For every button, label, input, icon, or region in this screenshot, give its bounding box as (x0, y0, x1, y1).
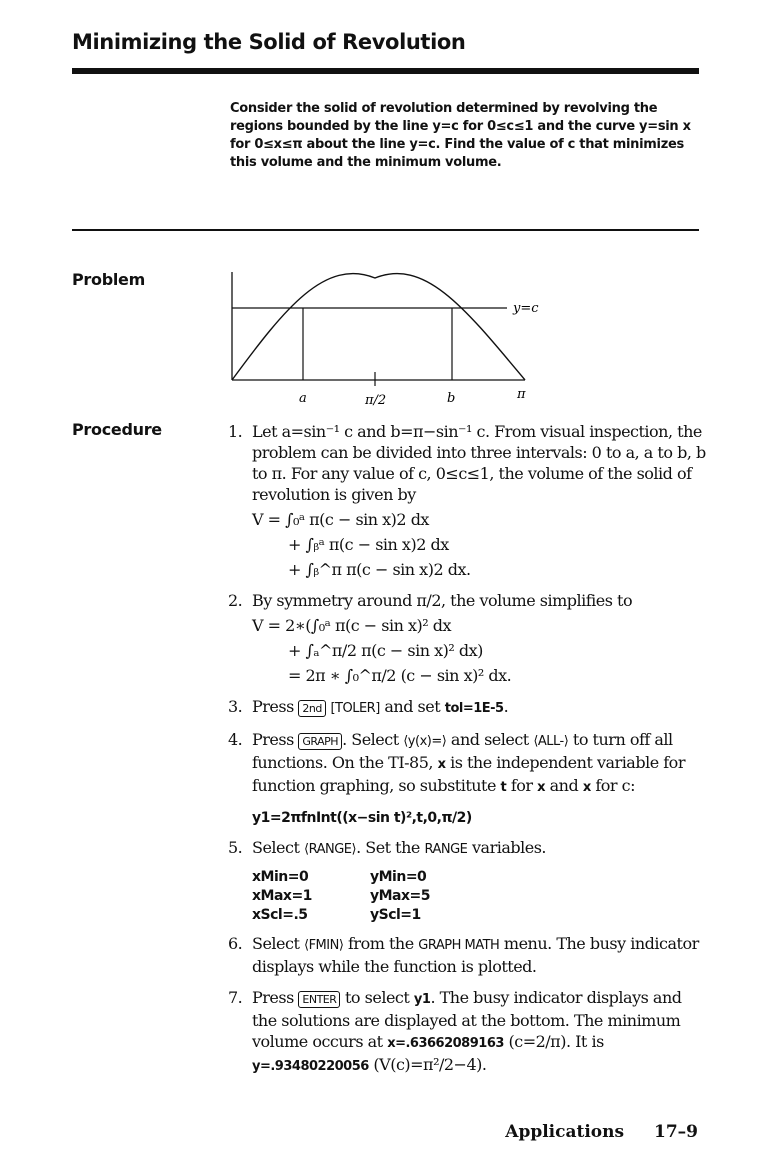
var-xscl: xScl=.5 (252, 907, 308, 923)
menu-yx: ⟨y(x)=⟩ (403, 734, 447, 749)
equation: = 2π ∗ ∫₀^π/2 (c − sin x)² dx. (288, 666, 512, 685)
label-y-equals-c: y=c (513, 301, 539, 316)
var-ymin: yMin=0 (370, 869, 427, 885)
step-2 (228, 590, 708, 686)
menu-range: ⟨RANGE⟩ (304, 842, 357, 857)
label-half-pi: π/2 (365, 393, 387, 408)
label-a: a (299, 391, 307, 406)
step-text: Let a=sin⁻¹ c and b=π−sin⁻¹ c. From visual inspection, the problem can be divided into three intervals: 0 to a, a to b, b to π. For any value of c, 0≤c≤1, the volume of the solid of revolution is given by (252, 422, 706, 504)
step-6: 6. Select ⟨FMIN⟩ from the GRAPH MATH menu. The busy indicator displays while the function is plotted. (228, 934, 699, 976)
menu-all: ⟨ALL-⟩ (533, 734, 569, 749)
key-enter: ENTER (298, 991, 340, 1008)
step-number: 5. (228, 838, 243, 857)
footer-page-number: 17–9 (654, 1122, 698, 1142)
menu-fmin: ⟨FMIN⟩ (304, 938, 344, 953)
section-rule (72, 229, 699, 231)
step-5: 5. Select ⟨RANGE⟩. Set the RANGE variables. xMin=0 yMin=0 xMax=1 yMax=5 xScl=.5 yScl=1 (228, 837, 708, 925)
label-pi: π (517, 387, 526, 402)
step-number: 4. (228, 730, 243, 749)
var-xmin: xMin=0 (252, 869, 309, 885)
intro-text: Consider the solid of revolution determined by revolving the regions bounded by the line y=c for 0≤c≤1 and the curve y=sin x for 0≤x≤π about the line y=c. Find the value of c that minimizes this volume and the minimum volume. (230, 101, 691, 170)
footer-section: Applications (505, 1122, 625, 1142)
step-number: 2. (228, 591, 243, 610)
step-number: 7. (228, 988, 243, 1007)
page-footer (481, 1122, 698, 1142)
problem-heading: Problem (72, 270, 145, 289)
step-text: Press (252, 697, 294, 716)
step-7: 7. Press ENTER to select y1. The busy indicator displays and the solutions are displayed at the bottom. The minimum volume occurs at x=.63662089163 (c=2/π). It is y=.93480220056 (V(c)=π²/2−4). (228, 988, 682, 1074)
equation: V = ∫₀ᵃ π(c − sin x)2 dx (252, 510, 429, 529)
step-number: 6. (228, 934, 243, 953)
equation: + ∫ᵦᵃ π(c − sin x)2 dx (288, 535, 449, 554)
result-x: x=.63662089163 (387, 1036, 504, 1051)
menu-toler: [TOLER] (330, 701, 380, 716)
page-title: Minimizing the Solid of Revolution (72, 30, 466, 54)
step-number: 3. (228, 697, 243, 716)
procedure-heading: Procedure (72, 420, 162, 439)
key-graph: GRAPH (298, 733, 342, 750)
step-number: 1. (228, 422, 243, 441)
equation: + ∫ᵦ^π π(c − sin x)2 dx. (288, 560, 471, 579)
sine-figure (225, 268, 585, 418)
y1-formula: y1=2πfnInt((x−sin t)²,t,0,π/2) (252, 810, 472, 826)
key-2nd: 2nd (298, 700, 325, 717)
step-3: 3. Press 2nd [TOLER] and set tol=1E-5. (228, 697, 509, 716)
step-text: By symmetry around π/2, the volume simplifies to (252, 591, 633, 610)
procedure-steps (228, 421, 708, 1083)
tol-value: tol=1E-5 (444, 701, 504, 716)
var-ymax: yMax=5 (370, 888, 431, 904)
equation: + ∫ₐ^π/2 π(c − sin x)² dx) (288, 641, 483, 660)
sine-curve (232, 274, 525, 380)
var-yscl: yScl=1 (370, 907, 421, 923)
step-1 (228, 421, 708, 580)
var-xmax: xMax=1 (252, 888, 312, 904)
step-4: 4. Press GRAPH . Select ⟨y(x)=⟩ and select ⟨ALL-⟩ to turn off all functions. On the TI-85, x is the independent variable for function graphing, so substitute t for x and x for c: y1=2πfnInt((x−sin t)²,t,0,π/2) (228, 729, 708, 829)
step-text: and set (384, 697, 441, 716)
range-variables (252, 868, 708, 925)
result-y: y=.93480220056 (252, 1059, 369, 1074)
equation: V = 2∗(∫₀ᵃ π(c − sin x)² dx (252, 616, 451, 635)
label-b: b (447, 391, 456, 406)
title-rule (72, 68, 699, 74)
